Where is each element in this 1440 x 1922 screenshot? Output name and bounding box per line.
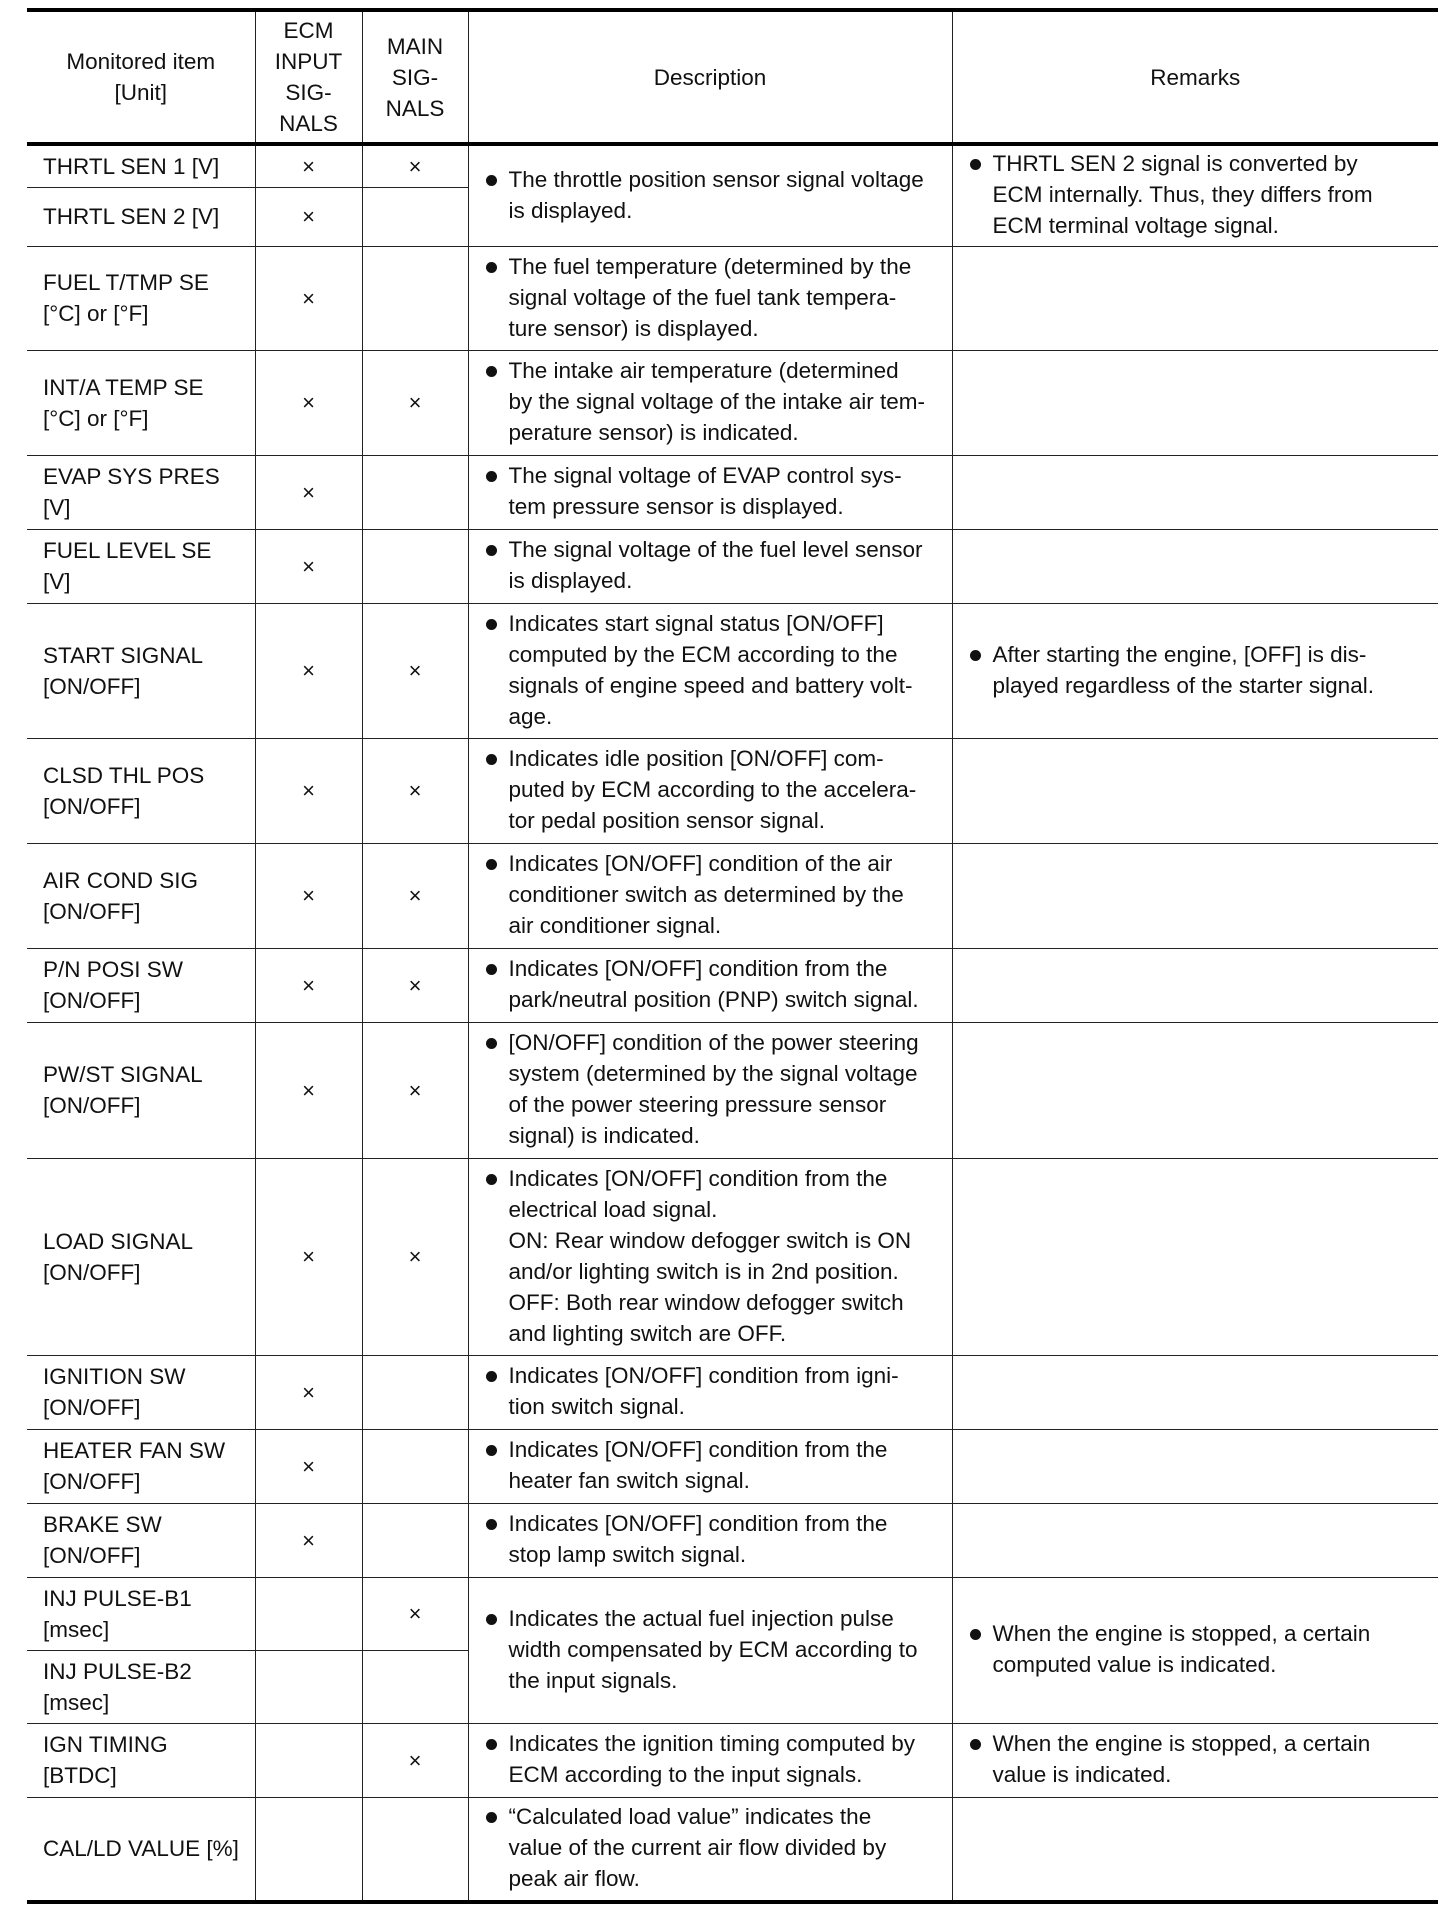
bullet-text: When the engine is stopped, a certain value is indicated. (993, 1728, 1433, 1790)
table-row (27, 246, 1438, 350)
bullet-text: Indicates the ignition timing computed by ECM according to the input signals. (509, 1728, 946, 1790)
main-mark: × (362, 843, 468, 948)
table-row (27, 1503, 1438, 1577)
main-mark-empty (362, 246, 468, 350)
desc-cal-ld (468, 1797, 952, 1902)
bullet-text: Indicates [ON/OFF] condition from the stop lamp switch signal. (509, 1508, 946, 1570)
table-row (27, 1022, 1438, 1158)
desc-clsd (468, 738, 952, 843)
main-mark: × (362, 738, 468, 843)
desc-ign-timing (468, 1723, 952, 1797)
remark-empty (952, 455, 1438, 529)
item-load-signal: LOAD SIGNAL [ON/OFF] (27, 1158, 255, 1355)
desc-ign-sw (468, 1355, 952, 1429)
item-fuel-level-se: FUEL LEVEL SE [V] (27, 529, 255, 603)
remark-empty (952, 1503, 1438, 1577)
item-cal-ld-value: CAL/LD VALUE [%] (27, 1797, 255, 1902)
table-row (27, 603, 1438, 738)
item-int-a-temp-se: INT/A TEMP SE [°C] or [°F] (27, 350, 255, 455)
main-mark-empty (362, 1650, 468, 1723)
bullet-text: Indicates [ON/OFF] condition from the park/neutral position (PNP) switch signal. (509, 953, 946, 1015)
main-mark-empty (362, 455, 468, 529)
item-clsd-thl-pos: CLSD THL POS [ON/OFF] (27, 738, 255, 843)
remark-empty (952, 246, 1438, 350)
ecm-mark: × (255, 1022, 362, 1158)
remark-inj (952, 1577, 1438, 1723)
header-description: Description (468, 10, 952, 144)
main-mark: × (362, 1158, 468, 1355)
ecm-mark: × (255, 1158, 362, 1355)
header-main-signals: MAIN SIG- NALS (362, 10, 468, 144)
desc-heater (468, 1429, 952, 1503)
item-heater-fan-sw: HEATER FAN SW [ON/OFF] (27, 1429, 255, 1503)
ecm-mark: × (255, 843, 362, 948)
item-fuel-tmp-se: FUEL T/TMP SE [°C] or [°F] (27, 246, 255, 350)
bullet-text: The signal voltage of EVAP control sys- tem pressure sensor is displayed. (509, 460, 946, 522)
ecm-mark: × (255, 350, 362, 455)
ecm-mark: × (255, 603, 362, 738)
remark-start (952, 603, 1438, 738)
monitor-items-table (27, 8, 1438, 1904)
remark-empty (952, 350, 1438, 455)
table-row (27, 948, 1438, 1022)
main-mark-empty (362, 1797, 468, 1902)
ecm-mark-empty (255, 1797, 362, 1902)
ecm-mark-empty (255, 1723, 362, 1797)
ecm-mark: × (255, 1355, 362, 1429)
table-row (27, 1429, 1438, 1503)
bullet-text: Indicates [ON/OFF] condition of the air conditioner switch as determined by the air conditioner signal. (509, 848, 946, 941)
desc-evap (468, 455, 952, 529)
main-mark: × (362, 948, 468, 1022)
main-mark: × (362, 1577, 468, 1650)
remark-ign-timing (952, 1723, 1438, 1797)
bullet-text: Indicates idle position [ON/OFF] com- puted by ECM according to the accelera- tor pedal position sensor signal. (509, 743, 946, 836)
bullet-text: Indicates [ON/OFF] condition from igni- tion switch signal. (509, 1360, 946, 1422)
table-row (27, 144, 1438, 187)
bullet-text: Indicates the actual fuel injection pulse width compensated by ECM according to the input signals. (509, 1603, 946, 1696)
item-inj-pulse-b1: INJ PULSE-B1 [msec] (27, 1577, 255, 1650)
main-mark: × (362, 144, 468, 187)
bullet-text: When the engine is stopped, a certain computed value is indicated. (993, 1618, 1433, 1680)
main-mark: × (362, 350, 468, 455)
desc-int-temp (468, 350, 952, 455)
desc-brake (468, 1503, 952, 1577)
remark-empty (952, 1355, 1438, 1429)
table-row (27, 350, 1438, 455)
item-ign-timing: IGN TIMING [BTDC] (27, 1723, 255, 1797)
bullet-text: [ON/OFF] condition of the power steering system (determined by the signal voltage of the power steering pressure sensor signal) is indicated. (509, 1027, 946, 1151)
table-row (27, 738, 1438, 843)
desc-thrtl (468, 144, 952, 246)
table-row (27, 1577, 1438, 1650)
main-mark-empty (362, 187, 468, 246)
table-row (27, 1797, 1438, 1902)
item-brake-sw: BRAKE SW [ON/OFF] (27, 1503, 255, 1577)
main-mark-empty (362, 1429, 468, 1503)
bullet-text: The signal voltage of the fuel level sensor is displayed. (509, 534, 946, 596)
item-thrtl-sen-2: THRTL SEN 2 [V] (27, 187, 255, 246)
ecm-mark: × (255, 187, 362, 246)
table-row (27, 843, 1438, 948)
main-mark: × (362, 1723, 468, 1797)
ecm-mark: × (255, 1503, 362, 1577)
header-row (27, 10, 1438, 144)
bullet-text: Indicates start signal status [ON/OFF] computed by the ECM according to the signals of engine speed and battery volt- age. (509, 608, 946, 732)
table-row (27, 455, 1438, 529)
desc-inj (468, 1577, 952, 1723)
main-mark-empty (362, 1503, 468, 1577)
table-row (27, 1723, 1438, 1797)
ecm-mark: × (255, 738, 362, 843)
table-row (27, 1355, 1438, 1429)
remark-empty (952, 529, 1438, 603)
item-pn-posi-sw: P/N POSI SW [ON/OFF] (27, 948, 255, 1022)
main-mark: × (362, 1022, 468, 1158)
ecm-mark: × (255, 455, 362, 529)
ecm-mark: × (255, 948, 362, 1022)
remark-empty (952, 1797, 1438, 1902)
item-air-cond-sig: AIR COND SIG [ON/OFF] (27, 843, 255, 948)
item-ignition-sw: IGNITION SW [ON/OFF] (27, 1355, 255, 1429)
table-row (27, 529, 1438, 603)
remark-thrtl (952, 144, 1438, 246)
main-mark: × (362, 603, 468, 738)
bullet-text: “Calculated load value” indicates the value of the current air flow divided by peak air flow. (509, 1801, 946, 1894)
bullet-text: The fuel temperature (determined by the signal voltage of the fuel tank tempera- ture sensor) is displayed. (509, 251, 946, 344)
remark-empty (952, 1429, 1438, 1503)
desc-start (468, 603, 952, 738)
ecm-mark: × (255, 246, 362, 350)
ecm-mark: × (255, 529, 362, 603)
desc-aircond (468, 843, 952, 948)
remark-empty (952, 843, 1438, 948)
desc-pn (468, 948, 952, 1022)
ecm-mark: × (255, 144, 362, 187)
bullet-text: Indicates [ON/OFF] condition from the heater fan switch signal. (509, 1434, 946, 1496)
bullet-text: The intake air temperature (determined by the signal voltage of the intake air tem- perature sensor) is indicated. (509, 355, 946, 448)
bullet-text: After starting the engine, [OFF] is dis- played regardless of the starter signal. (993, 639, 1433, 701)
remark-empty (952, 738, 1438, 843)
item-inj-pulse-b2: INJ PULSE-B2 [msec] (27, 1650, 255, 1723)
bullet-text: Indicates [ON/OFF] condition from the electrical load signal. ON: Rear window defogger switch is ON and/or lighting switch is in 2nd position. OFF: Both rear window defogger switch and lighting switch are OFF. (509, 1163, 946, 1349)
page (27, 8, 1438, 1904)
item-start-signal: START SIGNAL [ON/OFF] (27, 603, 255, 738)
bullet-text: THRTL SEN 2 signal is converted by ECM internally. Thus, they differs from ECM terminal voltage signal. (993, 148, 1433, 241)
desc-fuel-level (468, 529, 952, 603)
bullet-text: The throttle position sensor signal voltage is displayed. (509, 164, 946, 226)
desc-pwst (468, 1022, 952, 1158)
ecm-mark-empty (255, 1577, 362, 1650)
remark-empty (952, 1158, 1438, 1355)
ecm-mark-empty (255, 1650, 362, 1723)
remark-empty (952, 948, 1438, 1022)
item-pw-st-signal: PW/ST SIGNAL [ON/OFF] (27, 1022, 255, 1158)
main-mark-empty (362, 1355, 468, 1429)
table-row (27, 1158, 1438, 1355)
desc-load (468, 1158, 952, 1355)
header-remarks: Remarks (952, 10, 1438, 144)
remark-empty (952, 1022, 1438, 1158)
desc-fuel-tmp (468, 246, 952, 350)
item-evap-sys-pres: EVAP SYS PRES [V] (27, 455, 255, 529)
header-monitored-item: Monitored item [Unit] (27, 10, 255, 144)
item-thrtl-sen-1: THRTL SEN 1 [V] (27, 144, 255, 187)
main-mark-empty (362, 529, 468, 603)
header-ecm-input-signals: ECM INPUT SIG- NALS (255, 10, 362, 144)
ecm-mark: × (255, 1429, 362, 1503)
